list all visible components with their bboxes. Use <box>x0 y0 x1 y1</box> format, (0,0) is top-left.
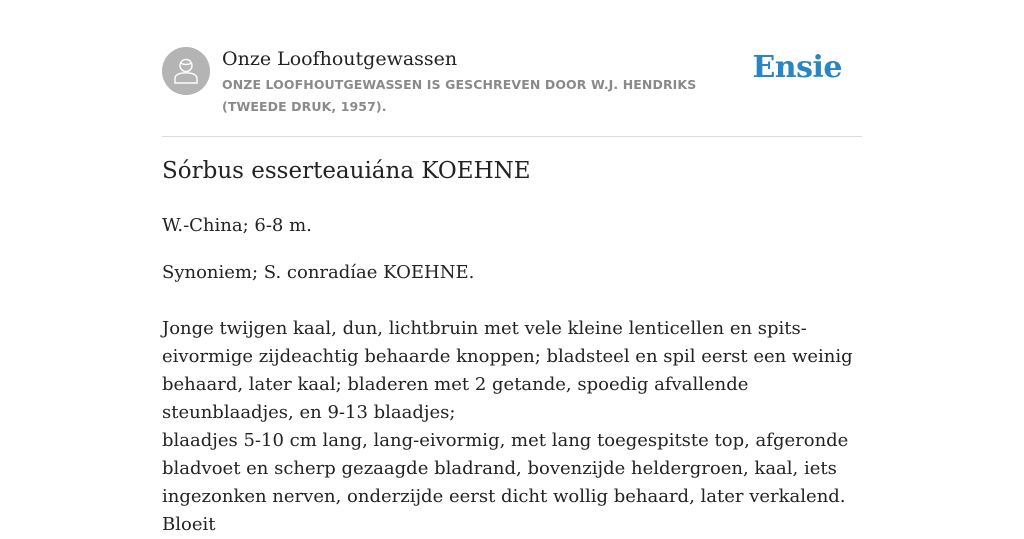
entry-paragraph-twigs: Jonge twijgen kaal, dun, lichtbruin met vele kleine lenticellen en spits-eivormige zijdeachtig behaarde knoppen; bladsteel en spil eerst een weinig behaard, later kaal; bladeren met 2 getande, spoedig afvallende steunblaadjes, en 9-13 blaadjes; <box>162 318 853 423</box>
entry-paragraph-synonym: Synoniem; S. conradíae KOEHNE. <box>162 262 475 283</box>
book-header <box>162 0 862 137</box>
user-placeholder-icon <box>162 47 210 95</box>
ensie-logo[interactable]: Ensie <box>752 50 842 85</box>
book-subtitle: ONZE LOOFHOUTGEWASSEN IS GESCHREVEN DOOR W.J. HENDRIKS (TWEEDE DRUK, 1957). <box>222 77 697 114</box>
book-meta <box>222 45 752 118</box>
entry-paragraph-origin: W.-China; 6-8 m. <box>162 215 312 236</box>
page-content <box>162 0 862 535</box>
book-title[interactable]: Onze Loofhoutgewassen <box>222 48 458 70</box>
entry-paragraph-leaflets: blaadjes 5-10 cm lang, lang-eivormig, met lang toegespitste top, afgeronde bladvoet en scherp gezaagde bladrand, bovenzijde heldergroen, kaal, iets ingezonken nerven, onderzijde eerst dicht wollig behaard, later verkalend. Bloeit <box>162 430 849 535</box>
entry-title: Sórbus esserteauiána KOEHNE <box>162 158 531 184</box>
